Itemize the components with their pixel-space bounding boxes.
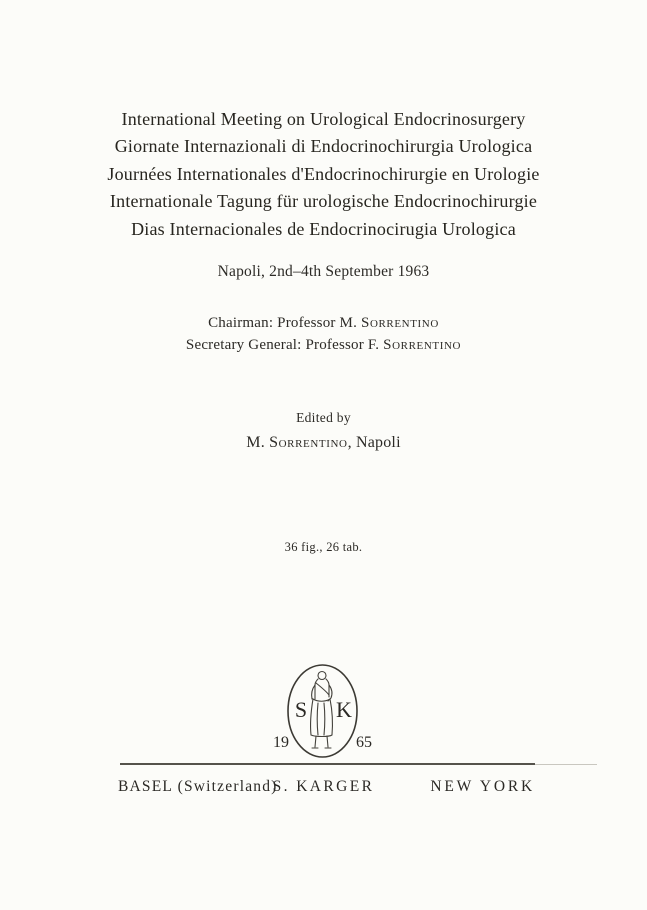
officials-block	[0, 313, 647, 356]
secretary-general-line	[0, 335, 647, 357]
title-line-french: Journées Internationales d'Endocrinochirurgie en Urologie	[107, 163, 540, 184]
logo-year-left: 19	[273, 734, 289, 751]
chairman-line	[0, 313, 647, 335]
title-line-english: International Meeting on Urological Endocrinosurgery	[121, 109, 526, 129]
secretary-name: Sorrentino	[383, 336, 462, 353]
secretary-label: Secretary General: Professor F.	[185, 336, 380, 353]
editor-initial: M.	[246, 434, 265, 451]
logo-year-right: 65	[356, 734, 372, 751]
editor-city: , Napoli	[347, 434, 401, 451]
edited-by-label: Edited by	[296, 410, 351, 425]
multilingual-title-block	[0, 106, 647, 243]
imprint-divider-fade	[535, 764, 597, 765]
imprint-row	[0, 778, 647, 800]
chairman-label: Chairman: Professor M.	[208, 315, 358, 331]
imprint-divider	[120, 763, 535, 765]
title-line-italian: Giornate Internazionali di Endocrinochirurgia Urologica	[114, 136, 533, 157]
logo-letter-k: K	[336, 697, 352, 722]
editor-name: Sorrentino	[269, 434, 348, 451]
title-line-german: Internationale Tagung für urologische Endocrinochirurgie	[109, 191, 538, 212]
aesculapius-figure-icon	[311, 672, 333, 749]
figures-tables-note: 36 fig., 26 tab.	[284, 540, 363, 554]
title-line-spanish: Dias Internacionales de Endocrinocirugia Urologica	[131, 218, 516, 239]
imprint-publisher-karger: S. KARGER	[272, 778, 375, 795]
logo-letter-s: S	[294, 697, 308, 722]
imprint-place-basel: BASEL (Switzerland)	[118, 778, 278, 795]
karger-publisher-logo	[255, 659, 395, 761]
imprint-place-newyork: NEW YORK	[430, 778, 535, 795]
editor-line	[0, 434, 647, 452]
event-location-date: Napoli, 2nd–4th September 1963	[217, 263, 430, 280]
chairman-name: Sorrentino	[361, 315, 439, 331]
